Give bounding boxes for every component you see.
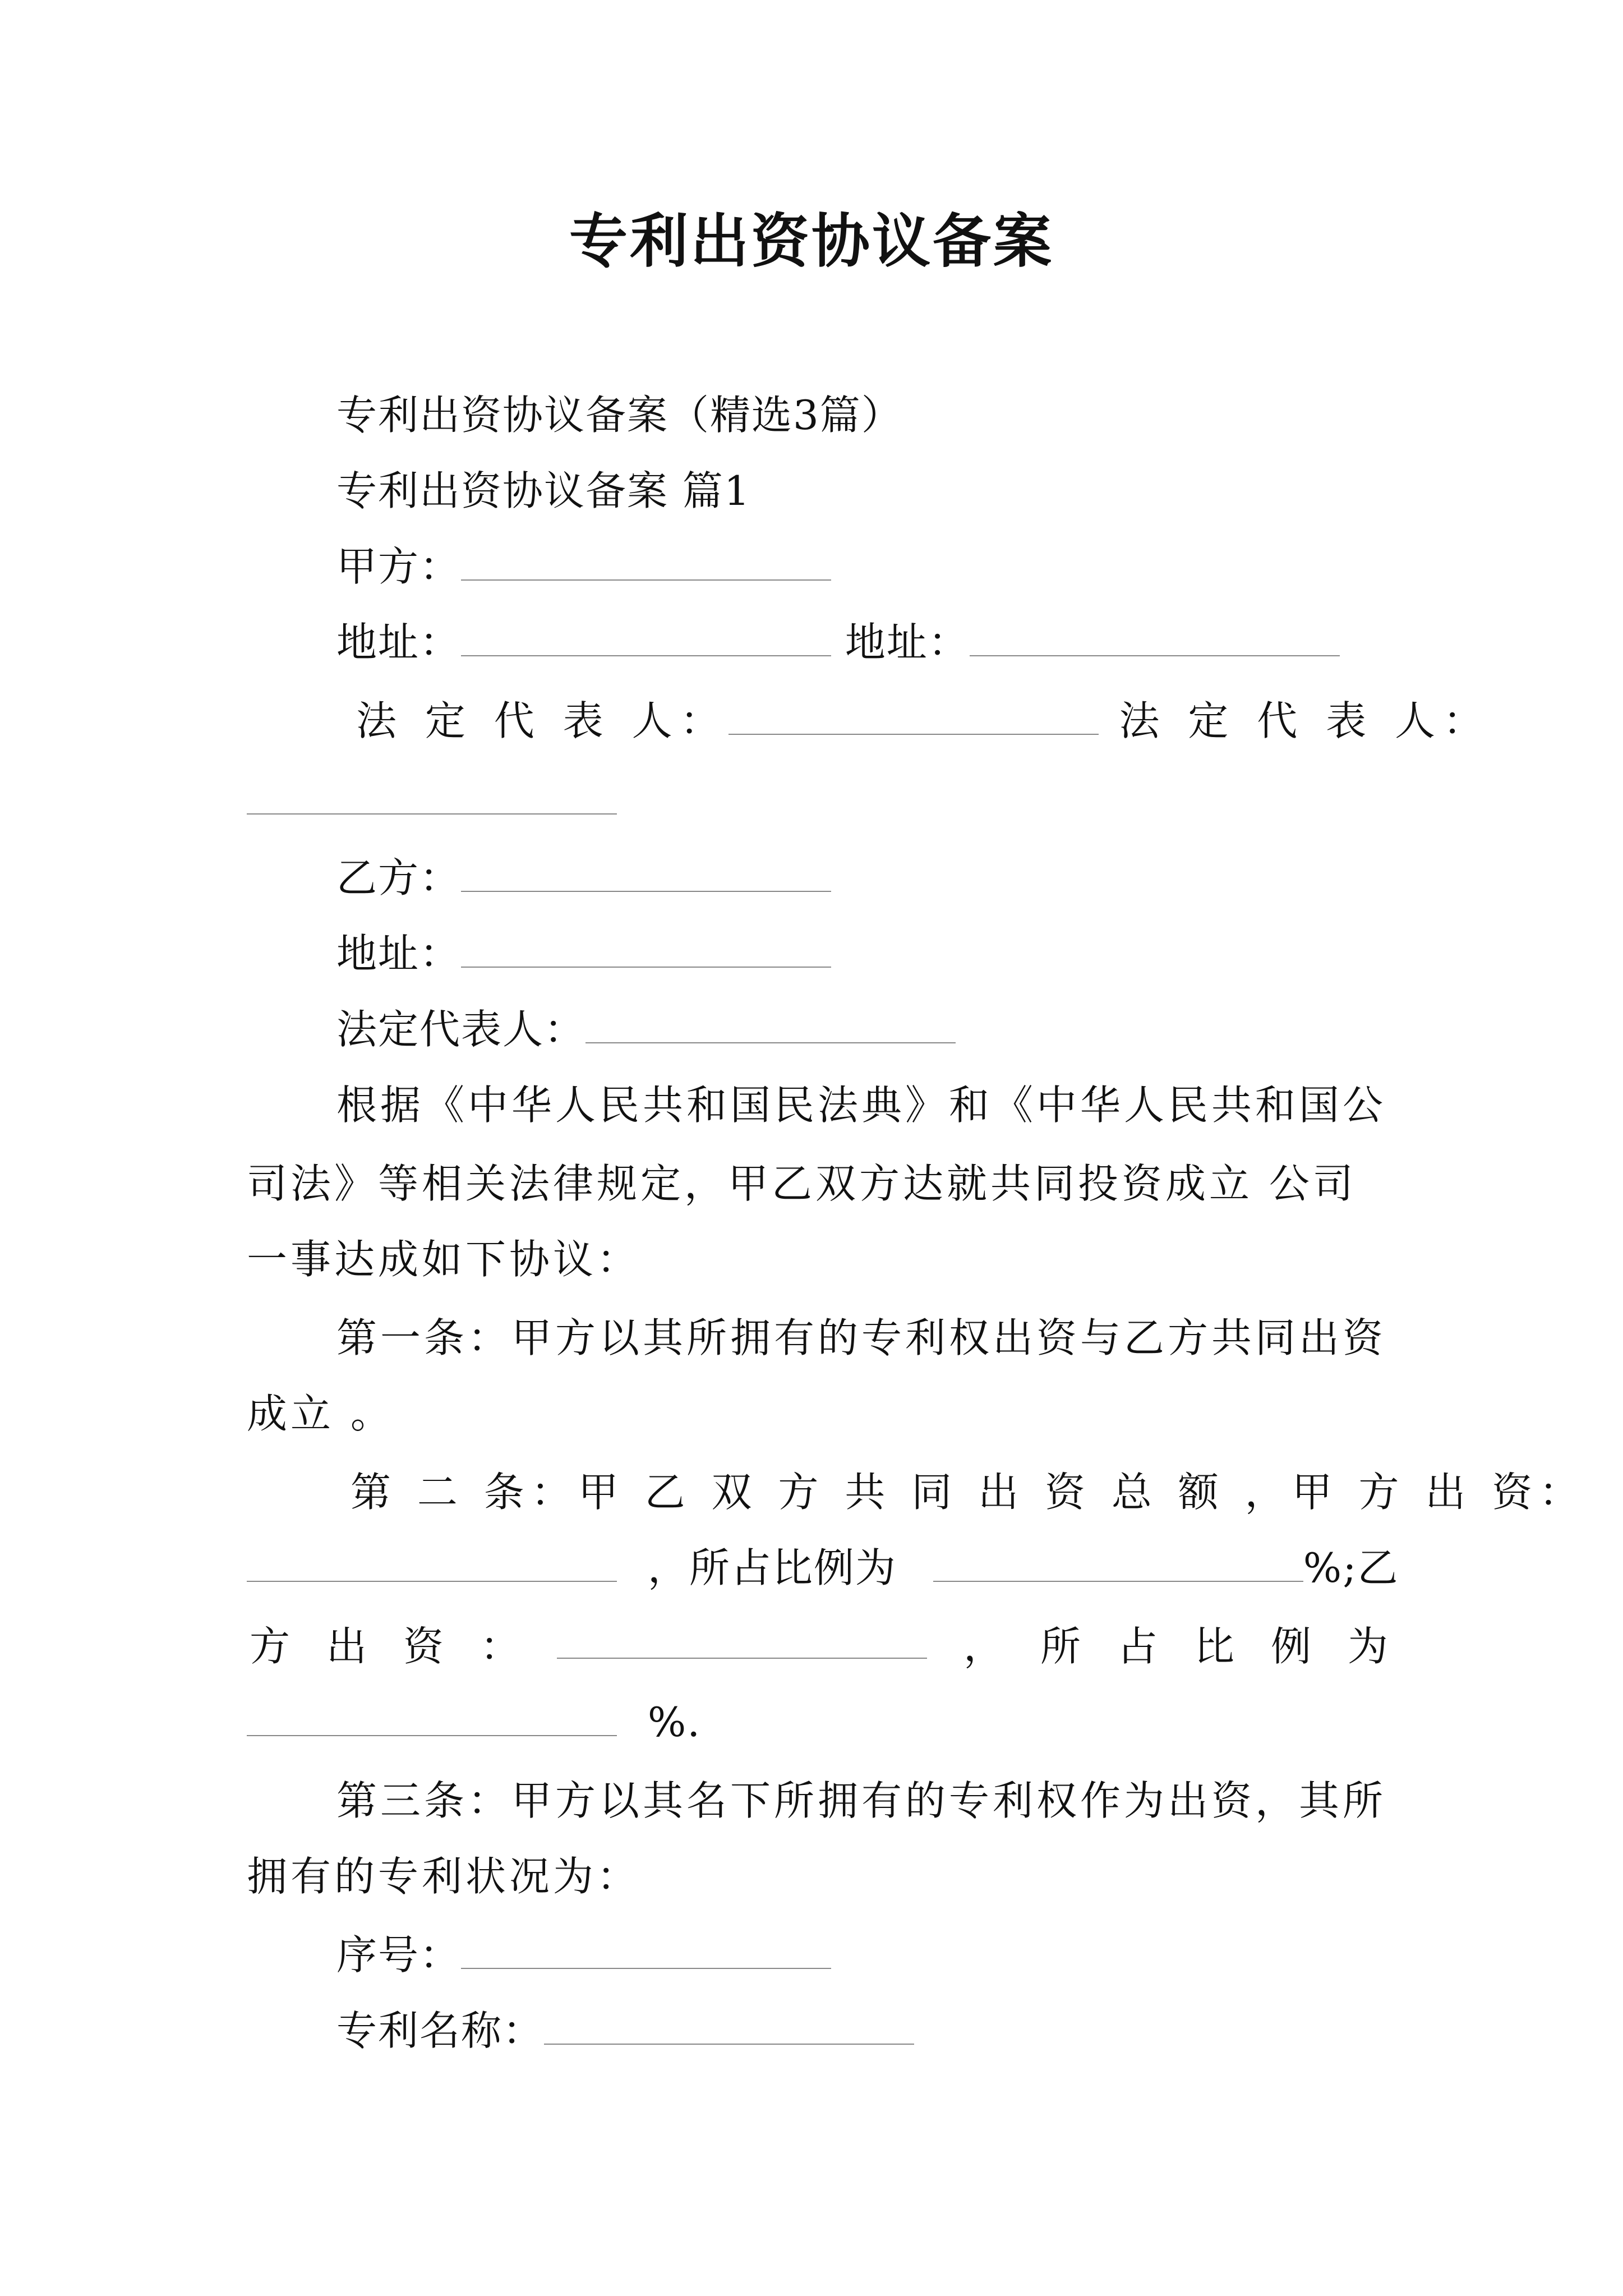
contrib-char-3: 资 (403, 1623, 444, 1670)
ratio-char-5: 例 (1270, 1623, 1311, 1670)
party-a-rep-blank-2 (247, 813, 617, 815)
party-a-rep-blank (728, 694, 1099, 735)
party-a-address-blank-2 (970, 616, 1340, 656)
article-3-line-1: 第三条：甲方以其名下所拥有的专利权作为出资，其所 (336, 1777, 1387, 1824)
contrib-char-2: 出 (326, 1623, 367, 1670)
party-a-address-label-2: 地址： (845, 619, 970, 666)
patent-name-label: 专利名称： (336, 2007, 545, 2054)
party-a-row (336, 539, 831, 595)
contrib-char-1: 方 (250, 1623, 291, 1670)
party-b-contribution-blank (557, 1618, 927, 1659)
percent-b: %;乙 (1303, 1544, 1399, 1591)
article-2-line-1: 第 二 条：甲 乙 双 方 共 同 出 资 总 额 ，甲 方 出 资： (351, 1469, 1587, 1516)
ratio-char-2: 所 (1040, 1623, 1081, 1670)
percent-end: %. (647, 1699, 702, 1746)
patent-name-blank (544, 2004, 914, 2045)
serial-row (336, 1927, 831, 1983)
preamble-line-1: 根据《中华人民共和国民法典》和《中华人民共和国公 (336, 1082, 1387, 1129)
preamble-line-2: 司法》等相关法律规定，甲乙双方达就共同投资成立 公司 (247, 1160, 1357, 1207)
party-a-rep-row (356, 693, 1491, 749)
party-b-label: 乙方： (336, 854, 462, 901)
party-a-address-label: 地址： (336, 619, 462, 666)
article-2-line-2 (247, 1540, 1399, 1596)
party-a-rep-label: 法 定 代 表 人： (356, 697, 728, 744)
ratio-char-4: 比 (1193, 1623, 1234, 1670)
party-b-rep-blank (585, 1003, 956, 1043)
party-a-ratio-blank (933, 1542, 1303, 1582)
party-b-rep-row (336, 1001, 956, 1057)
article-3-line-2: 拥有的专利状况为： (247, 1853, 641, 1900)
contrib-char-4: ： (480, 1623, 521, 1670)
ratio-char-1: ， (963, 1623, 1004, 1670)
party-b-address-blank (461, 927, 831, 968)
ratio-char-6: 为 (1347, 1623, 1388, 1670)
party-b-address-label: 地址： (336, 930, 462, 977)
ratio-char-3: 占 (1117, 1623, 1158, 1670)
party-a-label: 甲方： (336, 543, 462, 590)
article-1-line-2: 成立 。 (247, 1390, 394, 1437)
article-1-line-1: 第一条：甲方以其所拥有的专利权出资与乙方共同出资 (336, 1314, 1387, 1361)
party-a-address-row (336, 614, 1340, 670)
party-b-row (336, 850, 831, 906)
page-title: 专利出资协议备案 (569, 206, 1054, 275)
ratio-text: ，所占比例为 (647, 1544, 897, 1591)
party-b-address-row (336, 926, 831, 982)
article-2-line-3 (250, 1618, 1388, 1674)
patent-name-row (336, 2003, 914, 2059)
party-a-rep-label-2: 法 定 代 表 人： (1119, 697, 1492, 744)
subtitle: 专利出资协议备案（精选3篇） (336, 392, 903, 439)
serial-blank (461, 1929, 831, 1969)
party-b-rep-label: 法定代表人： (336, 1006, 586, 1053)
section-heading: 专利出资协议备案 篇1 (336, 467, 751, 514)
party-a-blank (461, 540, 831, 581)
party-b-blank (461, 852, 831, 892)
article-2-line-4 (247, 1694, 701, 1750)
serial-label: 序号： (336, 1931, 462, 1978)
party-b-ratio-blank (247, 1696, 617, 1736)
party-a-contribution-blank (247, 1542, 617, 1582)
preamble-line-3: 一事达成如下协议： (247, 1236, 641, 1283)
party-a-address-blank (461, 616, 831, 656)
